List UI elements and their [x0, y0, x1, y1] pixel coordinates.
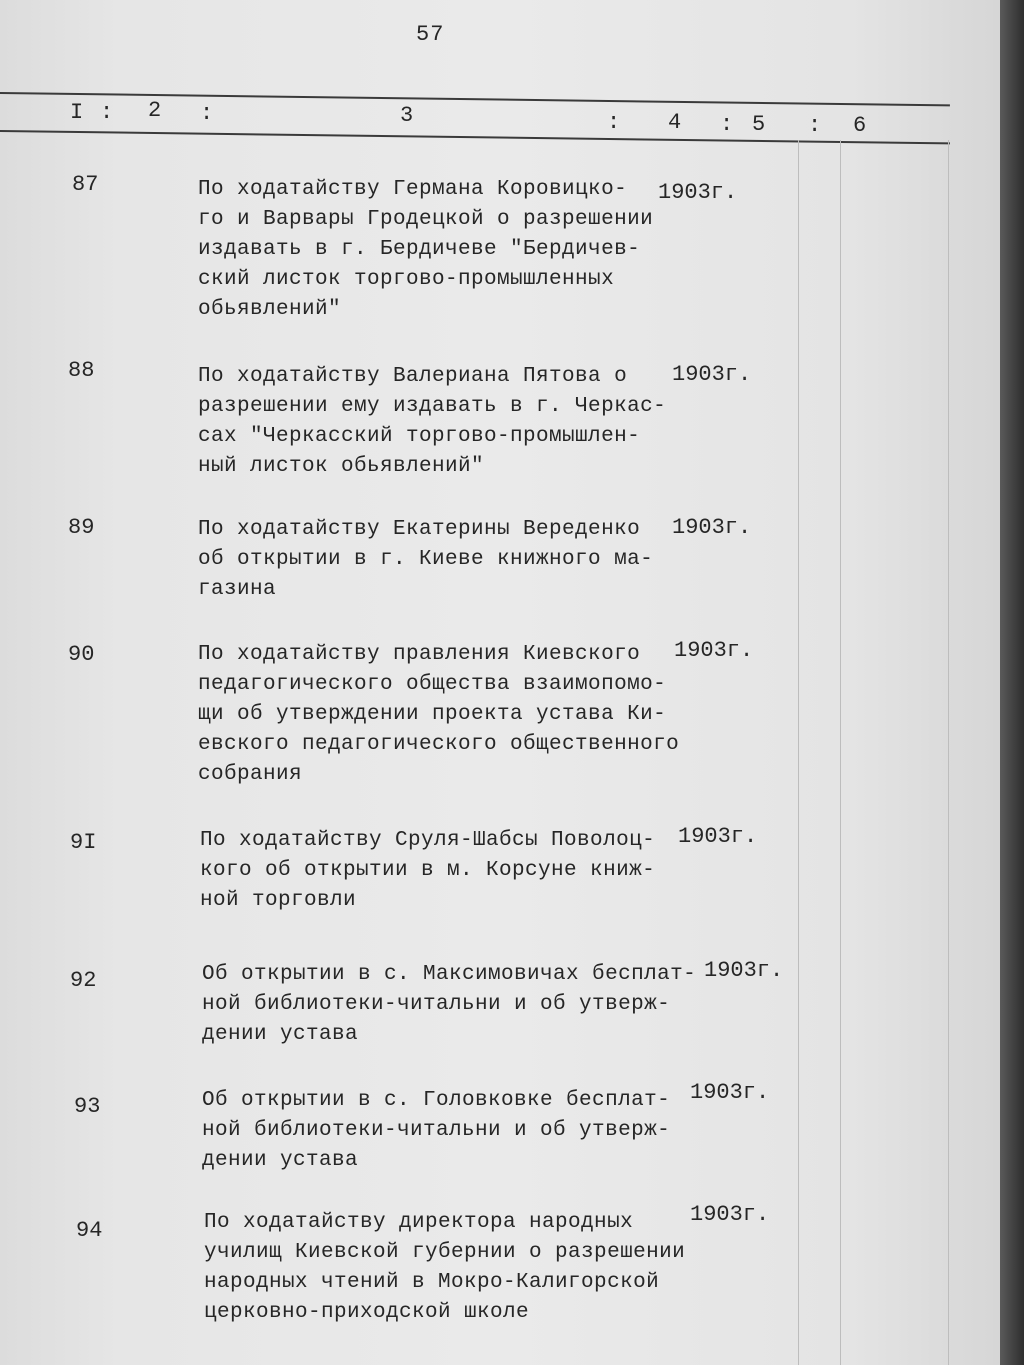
entry-number: 89 — [68, 515, 95, 540]
entry-line: По ходатайству Валериана Пятова о — [198, 365, 628, 388]
entry-year: 1903г. — [658, 180, 738, 205]
entry-line: дении устава — [202, 1149, 359, 1172]
entry-year: 1903г. — [678, 824, 758, 849]
entry-line: ный листок обьявлений" — [198, 455, 485, 478]
page-number: 57 — [416, 22, 445, 47]
entry-line: собрания — [198, 763, 303, 786]
entry-line: педагогического общества взаимопомо- — [198, 673, 667, 696]
entry-line: го и Варвары Гродецкой о разрешении — [198, 208, 654, 231]
entry-line: По ходатайству Екатерины Вереденко — [198, 518, 641, 541]
entry-line: ной торговли — [200, 889, 357, 912]
entry-line: кого об открытии в м. Корсуне книж- — [200, 859, 656, 882]
entry-line: издавать в г. Бердичеве "Бердичев- — [198, 238, 641, 261]
column-separator: : — [808, 113, 822, 138]
column-guide-line — [798, 140, 799, 1365]
entry-number: 93 — [74, 1094, 101, 1119]
page-edge-shadow — [1000, 0, 1024, 1365]
column-header-4: 4 — [668, 110, 682, 135]
entry-line: ский листок торгово-промышленных — [198, 268, 615, 291]
entry-line: По ходатайству Германа Коровицко- — [198, 178, 628, 201]
entry-line: По ходатайству директора народных — [204, 1211, 634, 1234]
entry-number: 92 — [70, 968, 97, 993]
column-separator: : — [720, 112, 734, 137]
entry-line: народных чтений в Мокро-Калигорской — [204, 1271, 660, 1294]
entry-line: щи об утверждении проекта устава Ки- — [198, 703, 667, 726]
header-top-rule — [0, 92, 950, 106]
entry-number: 87 — [72, 172, 99, 197]
entry-number: 88 — [68, 358, 95, 383]
entry-line: ной библиотеки-читальни и об утверж- — [202, 1119, 671, 1142]
column-guide-line — [840, 140, 841, 1365]
column-header-1: I — [70, 100, 84, 125]
entry-line: церковно-приходской школе — [204, 1301, 530, 1324]
entry-line: сах "Черкасский торгово-промышлен- — [198, 425, 641, 448]
entry-line: дении устава — [202, 1023, 359, 1046]
column-separator: : — [100, 100, 114, 125]
column-separator: : — [200, 101, 214, 126]
entry-year: 1903г. — [674, 638, 754, 663]
entry-line: По ходатайству Сруля-Шабсы Поволоц- — [200, 829, 656, 852]
entry-line: ной библиотеки-читальни и об утверж- — [202, 993, 671, 1016]
entry-year: 1903г. — [690, 1202, 770, 1227]
entry-number: 9I — [70, 830, 97, 855]
entry-year: 1903г. — [704, 958, 784, 983]
column-header-6: 6 — [853, 113, 867, 138]
entry-line: Об открытии в с. Максимовичах бесплат- — [202, 963, 697, 986]
entry-year: 1903г. — [690, 1080, 770, 1105]
entry-line: По ходатайству правления Киевского — [198, 643, 641, 666]
column-separator: : — [607, 110, 621, 135]
column-header-2: 2 — [148, 98, 162, 123]
column-header-3: 3 — [400, 103, 414, 128]
entry-year: 1903г. — [672, 515, 752, 540]
entry-number: 94 — [76, 1218, 103, 1243]
entry-line: об открытии в г. Киеве книжного ма- — [198, 548, 654, 571]
entry-line: разрешении ему издавать в г. Черкас- — [198, 395, 667, 418]
entry-line: обьявлений" — [198, 298, 342, 321]
entry-number: 90 — [68, 642, 95, 667]
column-guide-line — [948, 140, 949, 1365]
entry-line: училищ Киевской губернии о разрешении — [204, 1241, 686, 1264]
entry-line: евского педагогического общественного — [198, 733, 680, 756]
entry-line: Об открытии в с. Головковке бесплат- — [202, 1089, 671, 1112]
entry-line: газина — [198, 578, 277, 601]
entry-year: 1903г. — [672, 362, 752, 387]
column-header-5: 5 — [752, 112, 766, 137]
